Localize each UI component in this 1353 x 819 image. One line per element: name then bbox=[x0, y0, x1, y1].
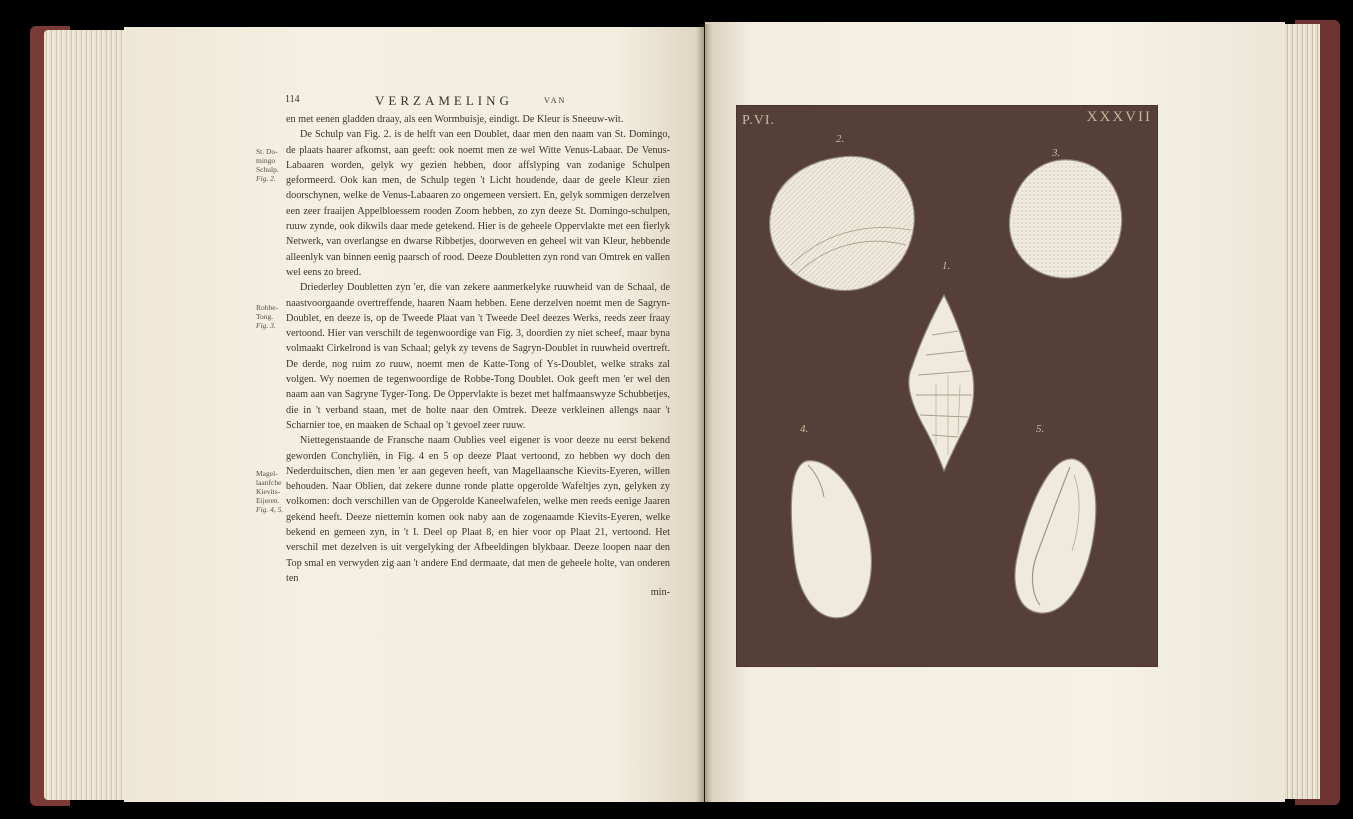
catchword: min- bbox=[650, 587, 670, 599]
figure-number-2: 2. bbox=[836, 133, 845, 145]
margin-note-line: Magel- bbox=[256, 469, 278, 478]
margin-note-line: Tong. bbox=[256, 312, 274, 321]
page-number: 114 bbox=[285, 94, 300, 105]
margin-note-line: mingo bbox=[256, 156, 276, 165]
paragraph: en met eenen gladden draay, als een Wormbuisje, eindigt. De Kleur is Sneeuw-wit. bbox=[286, 114, 624, 125]
figure-number-4: 4. bbox=[800, 423, 809, 435]
shell-fig-2 bbox=[770, 156, 915, 290]
plate-number: XXXVII bbox=[1086, 109, 1152, 125]
plate-label: P.VI. bbox=[742, 113, 776, 128]
right-page-edges bbox=[1280, 24, 1320, 799]
margin-note-line: St. Do- bbox=[256, 147, 278, 156]
margin-note-line: Kievits- bbox=[256, 487, 281, 496]
margin-note-magellaansche bbox=[256, 469, 286, 514]
paragraph: De Schulp van Fig. 2. is de helft van een Doublet, daar men den naam van St. Domingo, de plaats haarer afkomst, aan geeft: ook noemt men ze wel Witte Venus-Labaar. De Venus-Labaaren worden, gelyk wy gezien hebben, door affslyping van zodanige Schulpen geformeerd. Ook kan men, de Schulp tegen 't Licht houdende, daar de geele Kleur zien doorschynen, welke de Venus-Labaaren zo ongemeen versiert. En, gelyk sommigen derzelven een zeer fraaijen Appelbloessem rooden Zoom hebben, zo zyn deeze St. Domingo-schulpen, ruuw zynde, ook dikwils daar mede getekend. Hier is de geheele Oppervlakte met een fierlyk Netwerk, van overlangse en dwarse Ribbetjes, doorweven en geheel wit van Kleur, hebbende alleenlyk van binnen eenig paarsch of rood. Deeze Doubletten zyn rond van Omtrek en vallen wel eens zo breed. bbox=[286, 129, 670, 278]
margin-note-line: Schulp. bbox=[256, 165, 279, 174]
margin-note-st-domingo bbox=[256, 147, 286, 183]
figure-number-3: 3. bbox=[1052, 147, 1061, 159]
margin-note-line: laanfche bbox=[256, 478, 282, 487]
engraved-plate bbox=[736, 105, 1158, 667]
shell-illustrations bbox=[736, 105, 1158, 667]
margin-note-line: Fig. 3. bbox=[256, 321, 276, 330]
margin-note-line: Fig. 4, 5. bbox=[256, 505, 284, 514]
left-page-edges bbox=[44, 30, 134, 800]
shell-fig-1 bbox=[909, 295, 974, 471]
running-subtitle: VAN bbox=[544, 96, 567, 105]
figure-number-1: 1. bbox=[942, 260, 951, 272]
paragraph: Niettegenstaande de Fransche naam Oublies veel eigener is voor deeze nu eerst bekend geworden Conchyliën, in Fig. 4 en 5 op deeze Plaat vertoond, zo hebben wy doch den Nederduitschen, dien men 'er aan gegeven heeft, van Magellaansche Kievits-Eyeren, willen behouden. Naar Oblien, dat zekere dunne ronde platte opgerolde Wafeltjes zyn, gelyken zy volkomen: doch verschillen van de Opgerolde Kaneelwafelen, welke men reeds eenige Jaaren gekend heeft. Deeze niettemin komen ook naby aan de zogenaamde Kievits-Eyeren, welke bekend en gemeen zyn, in 't I. Deel op Plaat 8, en hier voor op Plaat 21, vertoond. Het verschil met dezelven is uit vergelyking der Afbeeldingen blykbaar. Deeze loopen naar den Top smal en verwyden zig aan 't andere End dermaate, dat men de geheele holte, van onderen ten bbox=[286, 435, 670, 584]
margin-note-robbe-tong bbox=[256, 303, 286, 330]
margin-note-line: Robbe- bbox=[256, 303, 279, 312]
figure-number-5: 5. bbox=[1036, 423, 1045, 435]
margin-note-line: Fig. 2. bbox=[256, 174, 276, 183]
shell-fig-4 bbox=[791, 461, 871, 618]
paragraph: Driederley Doubletten zyn 'er, die van zekere aanmerkelyke ruuwheid van de Schaal, de naastvoorgaande overtreffende, haaren Naam hebben. Eene derzelven noemt men de Sagryn-Doublet, en deeze is, op de Tweede Plaat van 't Tweede Deel deezes Werks, reeds zeer fraay vertoond. Hier van verschilt de tegenwoordige van Fig. 3, doordien zy niet scheef, maar byna volmaakt Cirkelrond is van Schaal; gelyk zy tevens de Sagryn-Doublet in ruuwheid overtreft. De derde, nog ruim zo ruuw, noemt men de Katte-Tong of Ys-Doublet, welke straks zal volgen. Wy noemen de tegenwoordige de Robbe-Tong Doublet. Ook geeft men 'er wel den naam aan van Sagryne Tyger-Tong. De Oppervlakte is bezet met halfmaanswyze Schubbetjes, die in 't verband staan, met de holte naar den Omtrek. Deeze verkleinen allengs naar 't Scharnier toe, en maaken de Schaal op 't gevoel zeer ruuw. bbox=[286, 282, 670, 431]
shell-fig-5 bbox=[1015, 459, 1096, 613]
book-gutter bbox=[696, 24, 712, 802]
margin-note-line: Eijeren. bbox=[256, 496, 280, 505]
shell-fig-3 bbox=[1009, 160, 1121, 278]
running-title: VERZAMELING bbox=[375, 93, 513, 108]
body-text bbox=[286, 112, 670, 601]
